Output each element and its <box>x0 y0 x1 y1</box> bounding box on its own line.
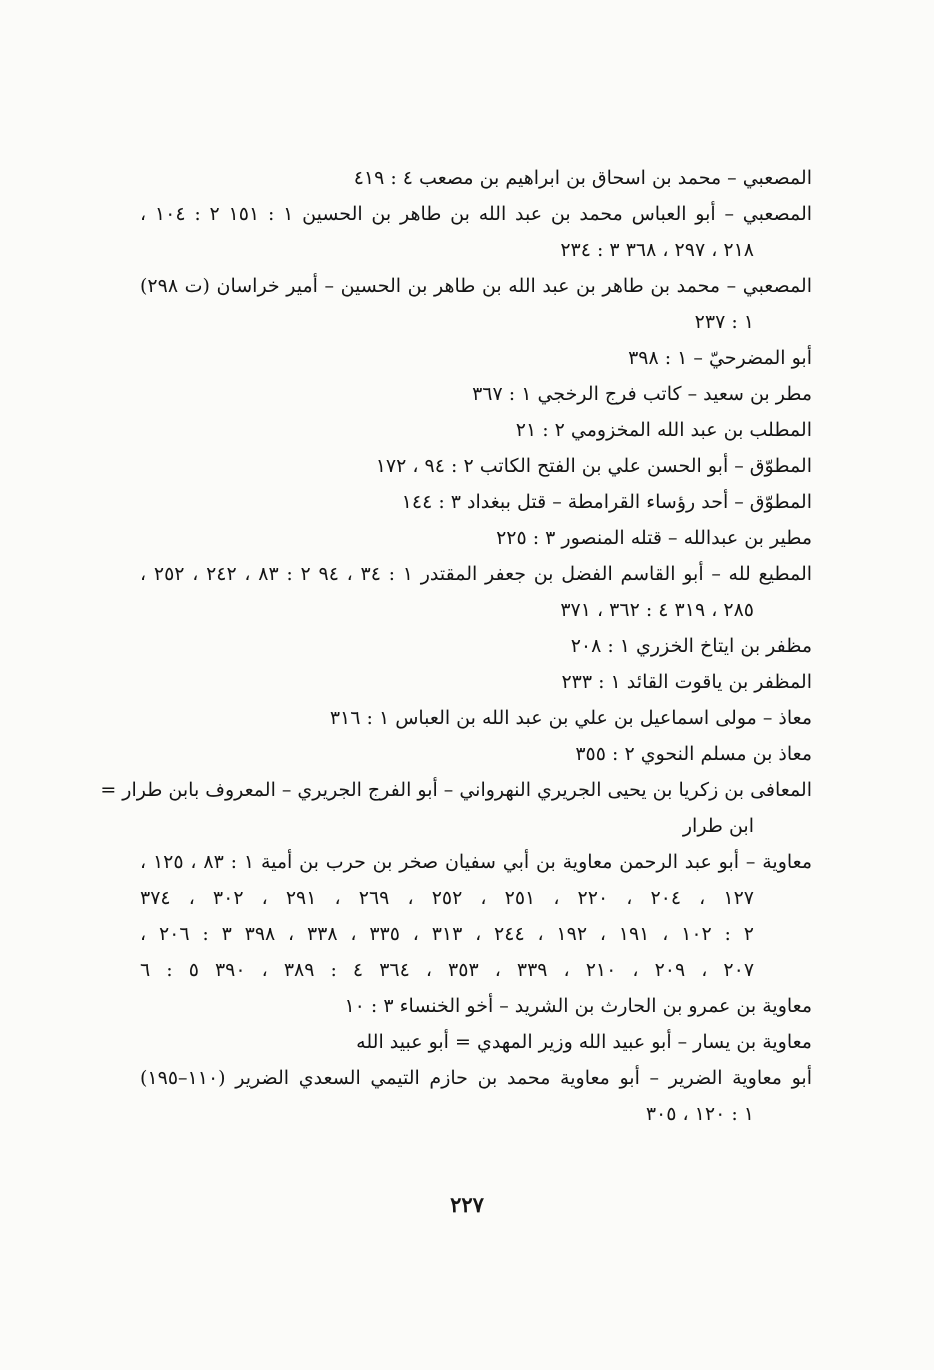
index-line: المصعبي – محمد بن طاهر بن عبد الله بن طاهر بن الحسين – أمير خراسان (ت ٢٩٨) <box>140 275 812 297</box>
index-line-continuation: ٢١٨ ، ٢٩٧ ، ٣٦٨ ٣ : ٢٣٤ <box>560 239 754 261</box>
index-line: مطر بن سعيد – كاتب فرج الرخجي ١ : ٣٦٧ <box>472 383 812 405</box>
index-line-continuation: ابن طرار <box>682 815 754 837</box>
index-line: المعافى بن زكريا بن يحيى الجريري النهرواني – أبو الفرج الجريري – المعروف بابن طرار = <box>100 779 812 801</box>
index-line: مطير بن عبدالله – قتله المنصور ٣ : ٢٢٥ <box>496 527 812 549</box>
index-line: مظفر بن ايتاخ الخزري ١ : ٢٠٨ <box>570 635 812 657</box>
index-line-continuation: ٢ : ١٠٢ ، ١٩١ ، ١٩٢ ، ٢٤٤ ، ٣١٣ ، ٣٣٥ ، ٣٣٨ ، ٣٩٨ ٣ : ٢٠٦ ، <box>140 923 754 945</box>
index-line: المصعبي – أبو العباس محمد بن عبد الله بن طاهر بن الحسين ١ : ١٥١ ٢ : ١٠٤ ، <box>140 203 813 225</box>
index-line: معاوية بن يسار – أبو عبيد الله وزير المهدي = أبو عبيد الله <box>356 1031 812 1053</box>
index-line: أبو معاوية الضرير – أبو معاوية محمد بن حازم التيمي السعدي الضرير (١١٠–١٩٥) <box>140 1067 812 1089</box>
index-line: أبو المضرحيّ – ١ : ٣٩٨ <box>628 347 812 369</box>
index-line-continuation: ١ : ١٢٠ ، ٣٠٥ <box>645 1103 754 1125</box>
index-line: المظفر بن ياقوت القائد ١ : ٢٣٣ <box>561 671 812 693</box>
index-line: معاوية – أبو عبد الرحمن معاوية بن أبي سفيان صخر بن حرب بن أمية ١ : ٨٣ ، ١٢٥ ، <box>140 851 813 873</box>
index-line: معاذ بن مسلم النحوي ٢ : ٣٥٥ <box>575 743 812 765</box>
index-line: المطيع لله – أبو القاسم الفضل بن جعفر المقتدر ١ : ٣٤ ، ٩٤ ٢ : ٨٣ ، ٢٤٢ ، ٢٥٢ ، <box>140 563 813 585</box>
index-line: المطوّق – أحد رؤساء القرامطة – قتل ببغداد ٣ : ١٤٤ <box>401 491 812 513</box>
index-entries <box>100 160 813 1132</box>
index-line: المطلب بن عبد الله المخزومي ٢ : ٢١ <box>515 419 812 441</box>
index-line: المصعبي – محمد بن اسحاق بن ابراهيم بن مصعب ٤ : ٤١٩ <box>353 167 812 189</box>
index-line-continuation: ١ : ٢٣٧ <box>694 311 754 333</box>
page-number: ٢٢٧ <box>450 1192 484 1217</box>
index-line: معاذ – مولى اسماعيل بن علي بن عبد الله بن العباس ١ : ٣١٦ <box>329 707 812 729</box>
index-line: المطوّق – أبو الحسن علي بن الفتح الكاتب ٢ : ٩٤ ، ١٧٢ <box>375 455 812 477</box>
index-line: معاوية بن عمرو بن الحارث بن الشريد – أخو الخنساء ٣ : ١٠ <box>344 995 812 1017</box>
index-line-continuation: ١٢٧ ، ٢٠٤ ، ٢٢٠ ، ٢٥١ ، ٢٥٢ ، ٢٦٩ ، ٢٩١ ، ٣٠٢ ، ٣٧٤ <box>140 887 754 909</box>
index-line-continuation: ٢٠٧ ، ٢٠٩ ، ٢١٠ ، ٣٣٩ ، ٣٥٣ ، ٣٦٤ ٤ : ٣٨٩ ، ٣٩٠ ٥ : ٦ <box>140 959 755 981</box>
index-line-continuation: ٢٨٥ ، ٣١٩ ٤ : ٣٦٢ ، ٣٧١ <box>560 599 754 621</box>
